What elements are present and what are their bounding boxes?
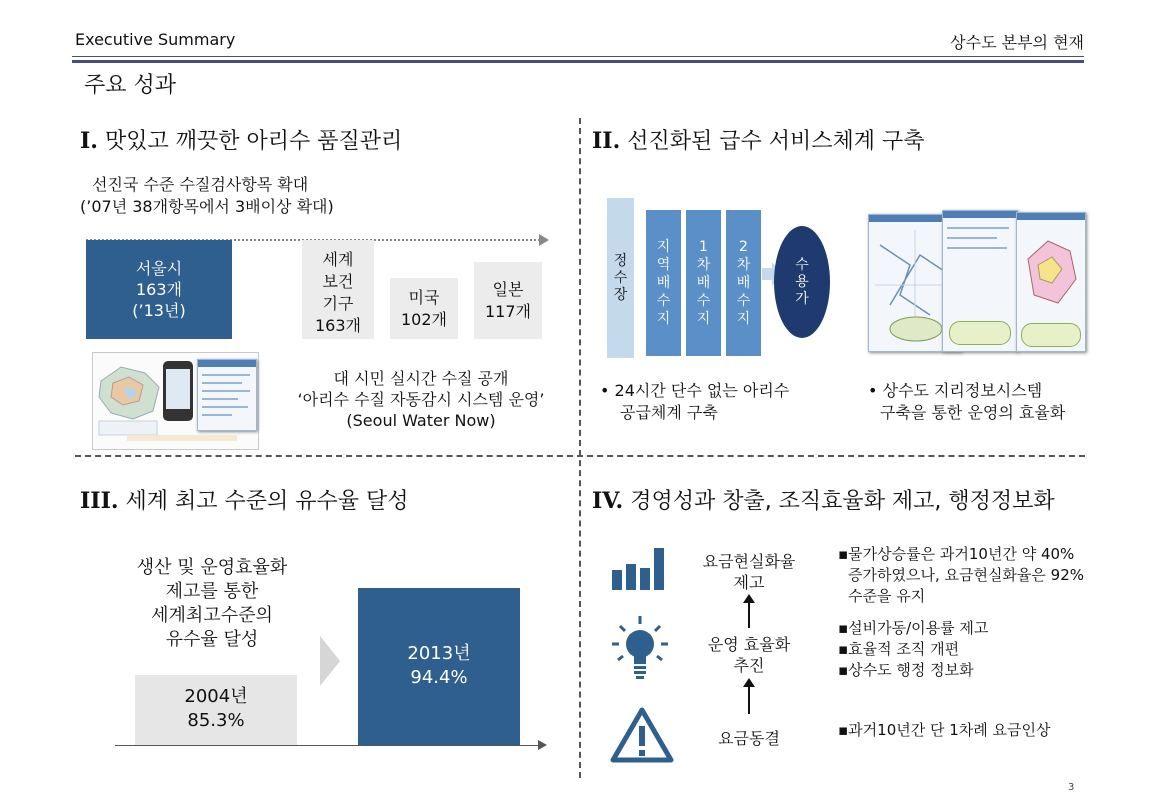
note-line: 수준을 유지 (848, 587, 926, 605)
flow-char: 가 (795, 290, 809, 307)
header-right: 상수도 본부의 현재 (950, 33, 1084, 52)
flow-char: 배 (736, 275, 751, 291)
header-rule-thick (72, 60, 1084, 63)
flow-char: 수 (795, 256, 809, 273)
vertical-divider (579, 118, 581, 778)
who-box-line: 보건 (322, 272, 354, 291)
japan-box-line: 117개 (485, 301, 531, 321)
note-line: 증가하였으나, 요금현실화율은 92% (848, 566, 1085, 584)
flow-char: 수 (613, 269, 628, 286)
step-rate-freeze (686, 728, 812, 749)
q1-caption (262, 368, 580, 431)
bar-value: 94.4% (410, 666, 468, 688)
step-rate-realization (686, 551, 812, 593)
flow-char: 장 (613, 286, 628, 303)
warning-icon (610, 706, 674, 764)
q3-description-line: 세계최고수준의 (151, 605, 273, 626)
flow-char: 차 (696, 257, 711, 273)
q3-roman: III. (80, 488, 119, 514)
flow-char: 1 (699, 239, 708, 255)
note-line: ▪설비가동/이용률 제고 (838, 619, 989, 637)
up-arrow-icon (741, 678, 757, 714)
gis-window (1016, 212, 1086, 352)
who-box-line: 163개 (315, 316, 361, 335)
flow-char: 지 (736, 311, 751, 327)
chart-baseline-arrow (538, 740, 547, 750)
flow-char: 배 (656, 275, 671, 291)
seoul-box-line: 163개 (136, 280, 182, 299)
who-box-line: 기구 (322, 294, 354, 313)
flow-char: 수 (656, 293, 671, 309)
q2-bullet-1-line: • 24시간 단수 없는 아리수 (600, 381, 790, 400)
step-line: 요금현실화율 (702, 552, 796, 571)
seoul-box-line: (’13년) (132, 301, 186, 320)
growth-arrow-icon (320, 636, 340, 686)
q3-description-line: 유수율 달성 (165, 629, 259, 650)
q1-caption-line: ‘아리수 수질 자동감시 시스템 운영’ (297, 390, 545, 409)
q1-subtitle: 선진국 수준 수질검사항목 확대 (92, 175, 309, 194)
note-line: ▪과거10년간 단 1차례 요금인상 (838, 721, 1051, 739)
flow-purification-plant (607, 198, 634, 358)
gis-window (942, 210, 1018, 352)
flow-char: 지 (656, 239, 671, 255)
q3-description-line: 제고를 통한 (165, 581, 259, 602)
q4-heading (592, 484, 1055, 515)
bar-2013 (358, 588, 520, 745)
note-line: ▪상수도 행정 정보화 (838, 661, 974, 679)
flow-char: 수 (696, 293, 711, 309)
usa-box-line: 102개 (401, 309, 447, 329)
q2-roman: II. (592, 128, 621, 154)
step-line: 제고 (733, 573, 765, 592)
bar-chart-icon (610, 546, 672, 592)
who-box-line: 세계 (322, 250, 354, 269)
chart-baseline (115, 745, 540, 746)
q2-heading (592, 124, 925, 155)
flow-char: 지 (696, 311, 711, 327)
step-line: 추진 (733, 656, 765, 675)
header-left: Executive Summary (75, 30, 236, 49)
phone-icon (163, 361, 193, 421)
header-rule (72, 56, 1084, 57)
q1-roman: I. (80, 128, 98, 154)
seoul-water-now-screenshot (92, 352, 259, 450)
up-arrow-icon (741, 594, 757, 628)
seoul-box-line: 서울시 (135, 259, 183, 278)
q4-note-bottom (838, 720, 1051, 741)
flow-secondary-reservoir (726, 210, 761, 356)
monitor-window (197, 359, 257, 431)
q1-caption-line: (Seoul Water Now) (346, 411, 496, 430)
q4-title: 경영성과 창출, 조직효율화 제고, 행정정보화 (630, 489, 1055, 514)
q1-caption-line: 대 시민 실시간 수질 공개 (333, 369, 509, 388)
flow-char: 용 (795, 273, 809, 290)
note-line: ▪물가상승률은 과거10년간 약 40% (838, 545, 1075, 563)
q4-note-top (838, 544, 1084, 607)
gis-district-map (1018, 229, 1084, 319)
bar-value: 85.3% (187, 709, 245, 731)
flow-char: 2 (739, 239, 748, 255)
usa-box (390, 278, 458, 339)
q2-bullet-2-line: 구축을 통한 운영의 효율화 (880, 403, 1066, 422)
q3-description-line: 생산 및 운영효율화 (136, 557, 288, 578)
q1-subtitle-note: (’07년 38개항목에서 3배이상 확대) (80, 197, 334, 216)
step-operation-efficiency (686, 634, 812, 676)
q1-title: 맛있고 깨끗한 아리수 품질관리 (104, 129, 403, 154)
flow-char: 지 (656, 311, 671, 327)
q1-dotted-arrow-head (539, 234, 549, 246)
horizontal-divider (75, 455, 1085, 457)
flow-char: 역 (656, 257, 671, 273)
flow-char: 정 (613, 252, 628, 269)
bar-label: 2004년 (184, 685, 248, 707)
q2-bullet-2-line: • 상수도 지리정보시스템 (868, 381, 1043, 400)
flow-regional-reservoir (646, 210, 681, 356)
flow-consumer (774, 226, 830, 338)
flow-primary-reservoir (686, 210, 721, 356)
q2-bullet-2 (868, 380, 1065, 424)
q4-roman: IV. (592, 488, 624, 514)
seoul-box (86, 240, 232, 339)
bar-label: 2013년 (407, 642, 471, 664)
q3-heading (80, 484, 409, 515)
page-title: 주요 성과 (84, 73, 177, 98)
gis-screenshots (866, 208, 1086, 358)
flow-char: 배 (696, 275, 711, 291)
who-box (302, 240, 374, 339)
q1-heading (80, 124, 402, 155)
q3-description (112, 556, 312, 652)
q2-bullet-1-line: 공급체계 구축 (620, 403, 718, 422)
q2-bullet-1 (600, 380, 789, 424)
page-number: 3 (1068, 782, 1075, 793)
q2-title: 선진화된 급수 서비스체계 구축 (627, 129, 925, 154)
step-line: 운영 효율화 (707, 635, 791, 654)
usa-box-line: 미국 (408, 287, 440, 307)
lightbulb-icon (608, 612, 672, 692)
japan-box-line: 일본 (492, 279, 524, 299)
japan-box (474, 262, 542, 339)
q4-note-mid (838, 618, 988, 681)
q3-title: 세계 최고 수준의 유수율 달성 (125, 489, 409, 514)
flow-char: 차 (736, 257, 751, 273)
bar-2004 (135, 675, 297, 745)
flow-char: 수 (736, 293, 751, 309)
step-line: 요금동결 (718, 729, 780, 748)
note-line: ▪효율적 조직 개편 (838, 640, 960, 658)
